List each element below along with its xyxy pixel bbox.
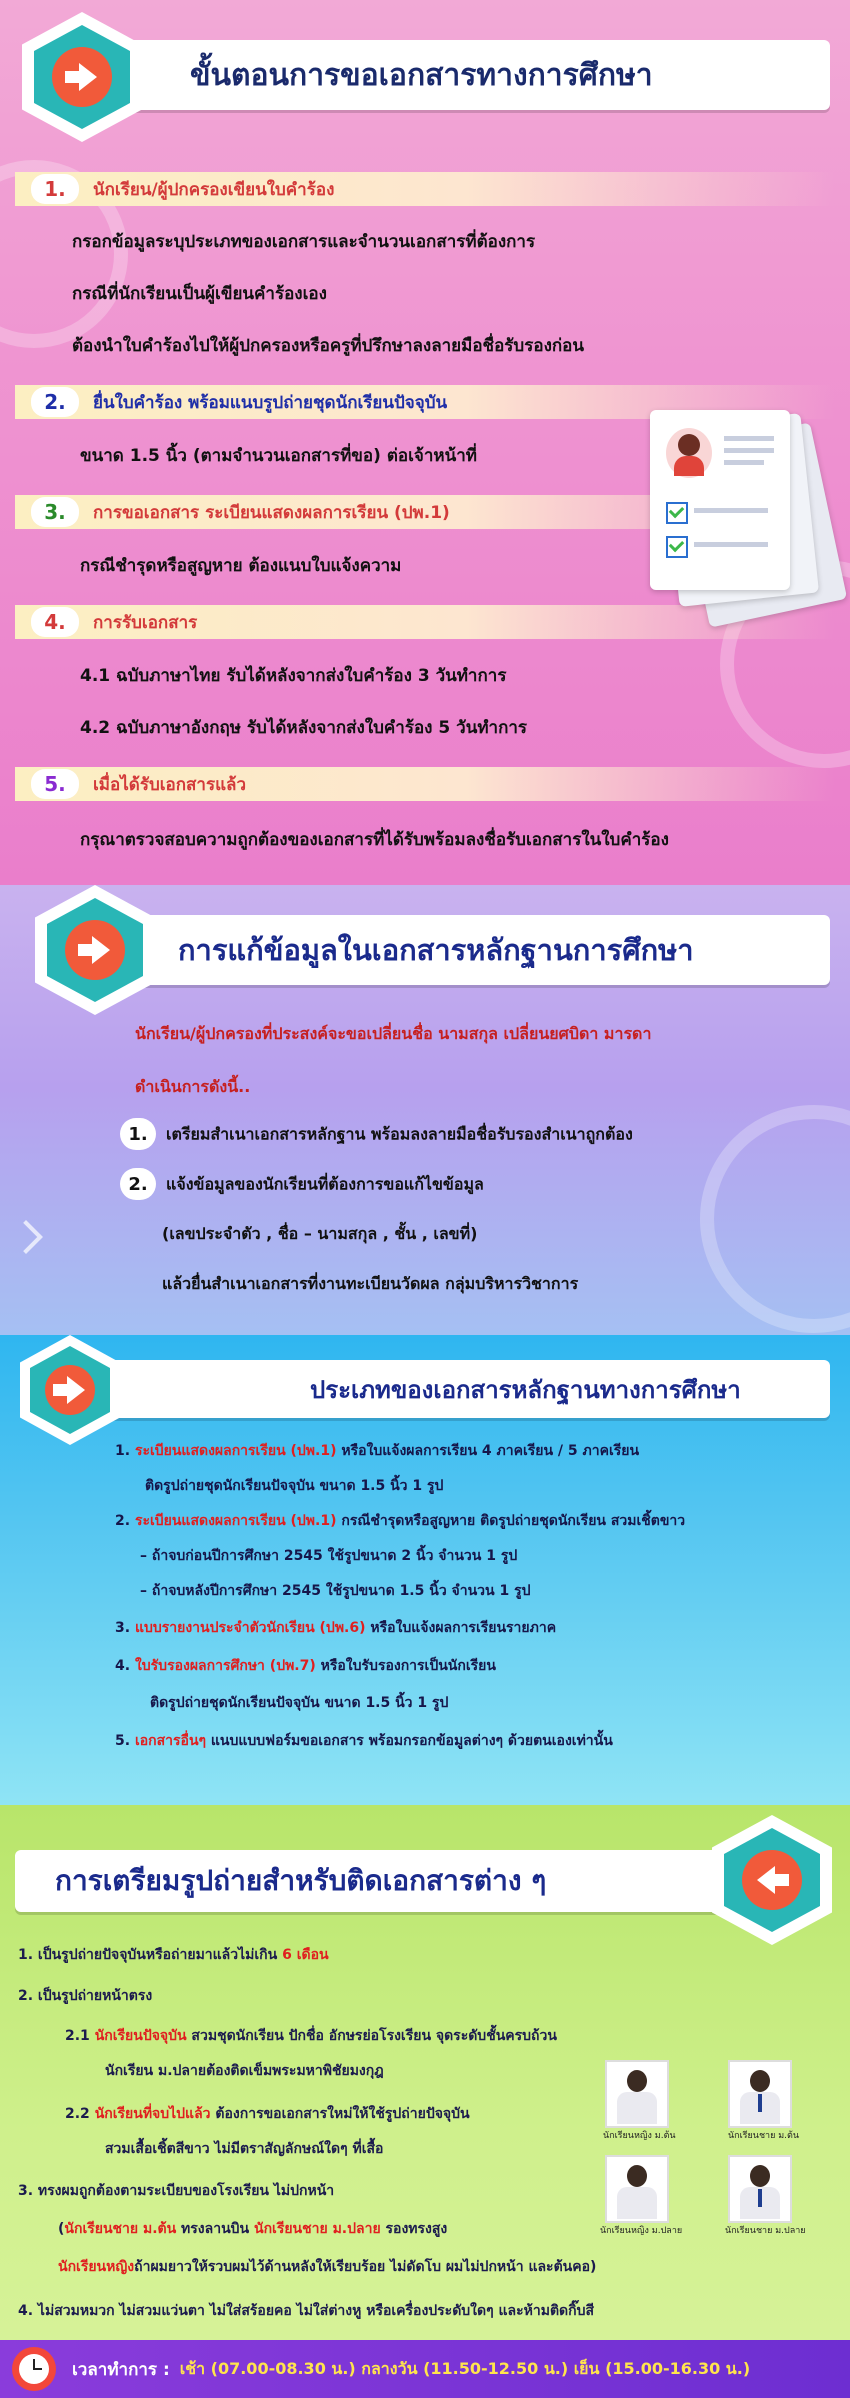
row-text: หรือใบแจ้งผลการเรียนรายภาค xyxy=(365,1620,557,1636)
row-highlight: นักเรียนชาย ม.ต้น xyxy=(64,2221,177,2237)
item-text: เตรียมสำเนาเอกสารหลักฐาน พร้อมลงลายมือชื่อรับรองสำเนาถูกต้อง xyxy=(166,1124,633,1144)
row-prefix: 5. xyxy=(115,1733,135,1749)
section2-detail: แล้วยื่นสำเนาเอกสารที่งานทะเบียนวัดผล กลุ่มบริหารวิชาการ xyxy=(162,1274,579,1293)
step-detail: 4.2 ฉบับภาษาอังกฤษ รับได้หลังจากส่งใบคำร้อง 5 วันทำการ xyxy=(80,718,528,738)
section3-title-bar xyxy=(60,1360,830,1418)
row-highlight: แบบรายงานประจำตัวนักเรียน (ปพ.6) xyxy=(134,1620,366,1636)
row-text: หรือใบรับรองการเป็นนักเรียน xyxy=(315,1658,496,1674)
section1-title: ขั้นตอนการขอเอกสารทางการศึกษา xyxy=(190,57,653,93)
doc-type-row xyxy=(140,1580,531,1602)
step-detail: กรณีที่นักเรียนเป็นผู้เขียนคำร้องเอง xyxy=(72,284,327,304)
row-highlight: ระเบียนแสดงผลการเรียน (ปพ.1) xyxy=(134,1443,337,1459)
sample-photo xyxy=(728,2060,792,2128)
doc-type-row xyxy=(115,1730,613,1752)
row-text: รองทรงสูง xyxy=(380,2221,448,2237)
section2-item xyxy=(120,1168,484,1200)
alarm-clock-icon xyxy=(12,2347,56,2391)
step-number: 4. xyxy=(31,607,79,637)
row-prefix: 2.2 xyxy=(65,2106,95,2122)
item-text: แจ้งข้อมูลของนักเรียนที่ต้องการขอแก้ไขข้อมูล xyxy=(166,1174,484,1194)
doc-type-row xyxy=(145,1475,443,1497)
row-prefix: 1. xyxy=(115,1443,135,1459)
row-prefix: 4. xyxy=(115,1658,135,1674)
row-text: ถ้าจบหลังปีการศึกษา 2545 ใช้รูปขนาด 1.5 นิ้ว จำนวน 1 รูป xyxy=(151,1583,531,1599)
step-detail: ขนาด 1.5 นิ้ว (ตามจำนวนเอกสารที่ขอ) ต่อเจ้าหน้าที่ xyxy=(80,446,477,466)
step-detail: กรอกข้อมูลระบุประเภทของเอกสารและจำนวนเอกสารที่ต้องการ xyxy=(72,232,536,252)
photo-rule-row xyxy=(18,1985,152,2007)
row-text: ติดรูปถ่ายชุดนักเรียนปัจจุบัน ขนาด 1.5 นิ้ว 1 รูป xyxy=(145,1478,444,1494)
sample-photo xyxy=(605,2060,669,2128)
section2-title: การแก้ข้อมูลในเอกสารหลักฐานการศึกษา xyxy=(178,933,694,967)
sample-photo xyxy=(728,2155,792,2223)
item-number: 1. xyxy=(120,1118,156,1150)
doc-type-row xyxy=(140,1545,517,1567)
section1-title-bar xyxy=(80,40,830,110)
chevron-right-icon xyxy=(9,1220,43,1254)
step-detail: ต้องนำใบคำร้องไปให้ผู้ปกครองหรือครูที่ปรึกษาลงลายมือชื่อรับรองก่อน xyxy=(72,336,584,356)
row-highlight: นักเรียนที่จบไปแล้ว xyxy=(94,2106,211,2122)
row-highlight: นักเรียนปัจจุบัน xyxy=(94,2028,187,2044)
row-text: กรณีชำรุดหรือสูญหาย ติดรูปถ่ายชุดนักเรียน สวมเชิ้ตขาว xyxy=(336,1513,686,1529)
photo-caption: นักเรียนหญิง ม.ปลาย xyxy=(600,2226,683,2236)
row-text: ถ้าจบก่อนปีการศึกษา 2545 ใช้รูปขนาด 2 นิ้ว จำนวน 1 รูป xyxy=(151,1548,518,1564)
step-detail: กรุณาตรวจสอบความถูกต้องของเอกสารที่ได้รับพร้อมลงชื่อรับเอกสารในใบคำร้อง xyxy=(80,830,669,850)
photo-rule-row xyxy=(65,2025,557,2047)
photo-rule-row xyxy=(105,2138,383,2160)
row-prefix: 2. xyxy=(115,1513,135,1529)
row-text: 1. เป็นรูปถ่ายปัจจุบันหรือถ่ายมาแล้วไม่เกิน xyxy=(18,1947,283,1963)
step-row xyxy=(15,767,835,801)
step-detail: 4.1 ฉบับภาษาไทย รับได้หลังจากส่งใบคำร้อง 3 วันทำการ xyxy=(80,666,507,686)
row-text: สวมชุดนักเรียน ปักชื่อ อักษรย่อโรงเรียน จุดระดับชั้นครบถ้วน xyxy=(186,2028,557,2044)
arrow-right-icon xyxy=(79,63,97,91)
photo-rule-row xyxy=(65,2103,470,2125)
photo-rule-row xyxy=(18,2300,594,2322)
section2-item xyxy=(120,1118,633,1150)
step-number: 1. xyxy=(31,174,79,204)
doc-type-row xyxy=(115,1510,685,1532)
row-text: ทรงลานบิน xyxy=(176,2221,254,2237)
step-label: ยื่นใบคำร้อง พร้อมแนบรูปถ่ายชุดนักเรียนปัจจุบัน xyxy=(93,392,448,413)
arrow-right-icon xyxy=(67,1376,85,1404)
arrow-right-icon xyxy=(92,936,110,964)
row-text: ต้องการขอเอกสารใหม่ให้ใช้รูปถ่ายปัจจุบัน xyxy=(210,2106,470,2122)
photo-rule-row xyxy=(105,2060,384,2082)
item-number: 2. xyxy=(120,1168,156,1200)
row-text: 4. ไม่สวมหมวก ไม่สวมแว่นตา ไม่ใส่สร้อยคอ ไม่ใส่ต่างหู หรือเครื่องประดับใดๆ และห้ามติดกิ๊บสี xyxy=(18,2303,595,2319)
sample-photo xyxy=(605,2155,669,2223)
row-text: สวมเสื้อเชิ้ตสีขาว ไม่มีตราสัญลักษณ์ใดๆ ที่เสื้อ xyxy=(105,2141,384,2157)
doc-type-row xyxy=(115,1655,496,1677)
step-number: 2. xyxy=(31,387,79,417)
doc-type-row xyxy=(150,1692,448,1714)
arrow-left-icon xyxy=(757,1866,775,1894)
doc-type-row xyxy=(115,1440,639,1462)
section4-title: การเตรียมรูปถ่ายสำหรับติดเอกสารต่าง ๆ xyxy=(55,1864,547,1897)
doc-type-row xyxy=(115,1617,556,1639)
row-text: หรือใบแจ้งผลการเรียน 4 ภาคเรียน / 5 ภาคเรียน xyxy=(336,1443,640,1459)
photo-caption: นักเรียนชาย ม.ต้น xyxy=(728,2131,800,2141)
section2-intro: นักเรียน/ผู้ปกครองที่ประสงค์จะขอเปลี่ยนชื่อ นามสกุล เปลี่ยนยศบิดา มารดา xyxy=(135,1024,652,1043)
section3-title: ประเภทของเอกสารหลักฐานทางการศึกษา xyxy=(310,1375,741,1404)
row-text: นักเรียน ม.ปลายต้องติดเข็มพระมหาพิชัยมงกุฎ xyxy=(105,2063,384,2079)
office-hours-bar xyxy=(0,2340,850,2398)
step-label: เมื่อได้รับเอกสารแล้ว xyxy=(93,774,247,795)
row-text: ถ้าผมยาวให้รวบผมไว้ด้านหลังให้เรียบร้อย ไม่ดัดโบ ผมไม่ปกหน้า และต้นคอ) xyxy=(134,2259,597,2275)
step-number: 5. xyxy=(31,769,79,799)
row-highlight: ใบรับรองผลการศึกษา (ปพ.7) xyxy=(134,1658,316,1674)
row-prefix: – xyxy=(140,1548,152,1564)
step-label: การขอเอกสาร ระเบียนแสดงผลการเรียน (ปพ.1) xyxy=(93,502,450,523)
row-highlight: เอกสารอื่นๆ xyxy=(134,1733,207,1749)
photo-rule-row xyxy=(58,2218,447,2240)
section2-detail: (เลขประจำตัว , ชื่อ – นามสกุล , ชั้น , เลขที่) xyxy=(162,1224,478,1243)
decor-ring xyxy=(700,1105,850,1333)
row-highlight: นักเรียนหญิง xyxy=(58,2259,135,2275)
row-text: ติดรูปถ่ายชุดนักเรียนปัจจุบัน ขนาด 1.5 นิ้ว 1 รูป xyxy=(150,1695,449,1711)
row-text: 2. เป็นรูปถ่ายหน้าตรง xyxy=(18,1988,153,2004)
section2-intro: ดำเนินการดังนี้.. xyxy=(135,1077,251,1096)
row-highlight: ระเบียนแสดงผลการเรียน (ปพ.1) xyxy=(134,1513,337,1529)
photo-rule-row xyxy=(18,2180,334,2202)
office-hours-label: เวลาทำการ : xyxy=(72,2359,170,2380)
step-label: นักเรียน/ผู้ปกครองเขียนใบคำร้อง xyxy=(93,179,335,200)
row-highlight: นักเรียนชาย ม.ปลาย xyxy=(254,2221,381,2237)
step-label: การรับเอกสาร xyxy=(93,612,198,633)
section4-title-bar xyxy=(15,1850,725,1912)
row-prefix: ( xyxy=(58,2221,65,2237)
row-text: 3. ทรงผมถูกต้องตามระเบียบของโรงเรียน ไม่ปกหน้า xyxy=(18,2183,335,2199)
row-prefix: 2.1 xyxy=(65,2028,95,2044)
step-detail: กรณีชำรุดหรือสูญหาย ต้องแนบใบแจ้งความ xyxy=(80,556,402,576)
section2-title-bar xyxy=(110,915,830,985)
step-number: 3. xyxy=(31,497,79,527)
photo-caption: นักเรียนชาย ม.ปลาย xyxy=(725,2226,806,2236)
photo-rule-row xyxy=(18,1944,329,1966)
row-text: แนบแบบฟอร์มขอเอกสาร พร้อมกรอกข้อมูลต่างๆ ด้วยตนเองเท่านั้น xyxy=(206,1733,613,1749)
photo-rule-row xyxy=(58,2256,596,2278)
row-highlight: 6 เดือน xyxy=(282,1947,329,1963)
row-prefix: 3. xyxy=(115,1620,135,1636)
row-prefix: – xyxy=(140,1583,152,1599)
step-row xyxy=(15,172,835,206)
office-hours-text: เช้า (07.00-08.30 น.) กลางวัน (11.50-12.50 น.) เย็น (15.00-16.30 น.) xyxy=(179,2358,751,2378)
photo-caption: นักเรียนหญิง ม.ต้น xyxy=(603,2131,676,2141)
